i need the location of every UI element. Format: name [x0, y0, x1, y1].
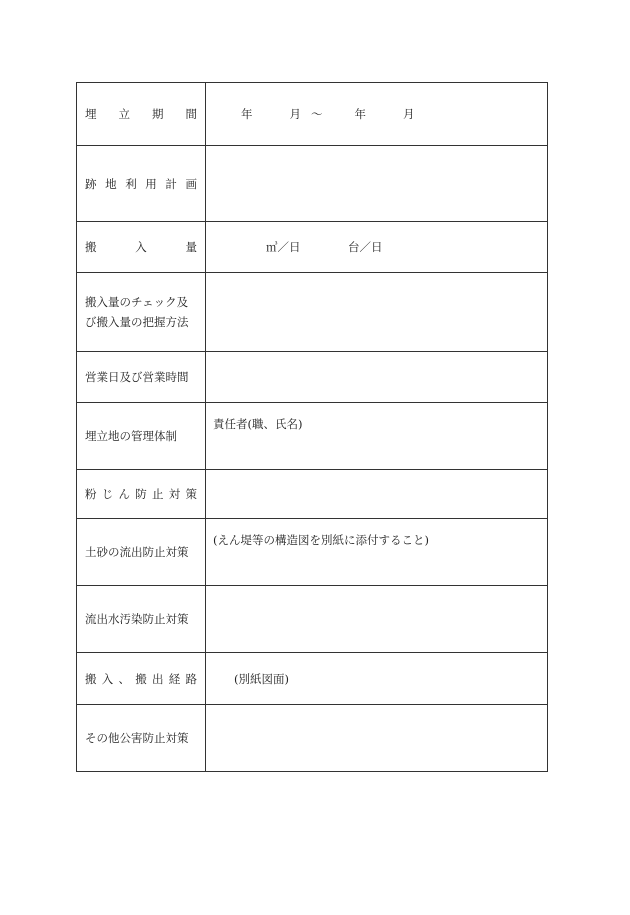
label-runoff-pollution-prevention: 流出水汚染防止対策 [77, 586, 206, 653]
value-site-use-plan[interactable] [206, 146, 548, 222]
row-soil-runoff-prevention [77, 519, 548, 586]
value-business-hours[interactable] [206, 352, 548, 403]
row-site-use-plan [77, 146, 548, 222]
value-management-system[interactable] [206, 403, 548, 470]
row-landfill-period [77, 83, 548, 146]
row-volume-check-method [77, 273, 548, 352]
label-soil-runoff-prevention: 土砂の流出防止対策 [77, 519, 206, 586]
application-form-table [76, 82, 548, 772]
value-landfill-period[interactable] [206, 83, 548, 146]
end-month-unit: 月 [403, 107, 415, 121]
embankment-drawing-note: (えん堤等の構造図を別紙に添付すること) [213, 533, 429, 547]
label-business-hours: 営業日及び営業時間 [77, 352, 206, 403]
row-management-system [77, 403, 548, 470]
unit-cubic-meters-per-day: ㎥／日 [266, 240, 301, 254]
start-month-unit: 月 [289, 107, 301, 121]
value-dust-prevention[interactable] [206, 470, 548, 519]
row-business-hours [77, 352, 548, 403]
separate-map-note: (別紙図面) [234, 671, 289, 686]
label-volume-check-method: 搬入量のチェック及 び搬入量の把握方法 [77, 273, 206, 352]
row-transport-route [77, 653, 548, 705]
value-runoff-pollution-prevention[interactable] [206, 586, 548, 653]
row-other-pollution-prevention [77, 705, 548, 772]
label-site-use-plan: 跡地利用計画 [77, 146, 206, 222]
start-year-unit: 年 [241, 107, 253, 121]
value-delivery-volume[interactable] [206, 222, 548, 273]
unit-vehicles-per-day: 台／日 [348, 240, 383, 254]
label-transport-route: 搬入、搬出経路 [77, 653, 206, 705]
label-dust-prevention: 粉じん防止対策 [77, 470, 206, 519]
label-delivery-volume: 搬入量 [77, 222, 206, 273]
label-landfill-period: 埋立期間 [77, 83, 206, 146]
label-management-system: 埋立地の管理体制 [77, 403, 206, 470]
value-soil-runoff-prevention[interactable] [206, 519, 548, 586]
row-dust-prevention [77, 470, 548, 519]
row-delivery-volume [77, 222, 548, 273]
responsible-person-note: 責任者(職、氏名) [213, 417, 303, 431]
value-other-pollution-prevention[interactable] [206, 705, 548, 772]
row-runoff-pollution-prevention [77, 586, 548, 653]
tilde-separator: ～ [311, 107, 323, 121]
period-fields [206, 106, 547, 122]
end-year-unit: 年 [354, 107, 366, 121]
value-volume-check-method[interactable] [206, 273, 548, 352]
value-transport-route[interactable] [206, 653, 548, 705]
label-other-pollution-prevention: その他公害防止対策 [77, 705, 206, 772]
